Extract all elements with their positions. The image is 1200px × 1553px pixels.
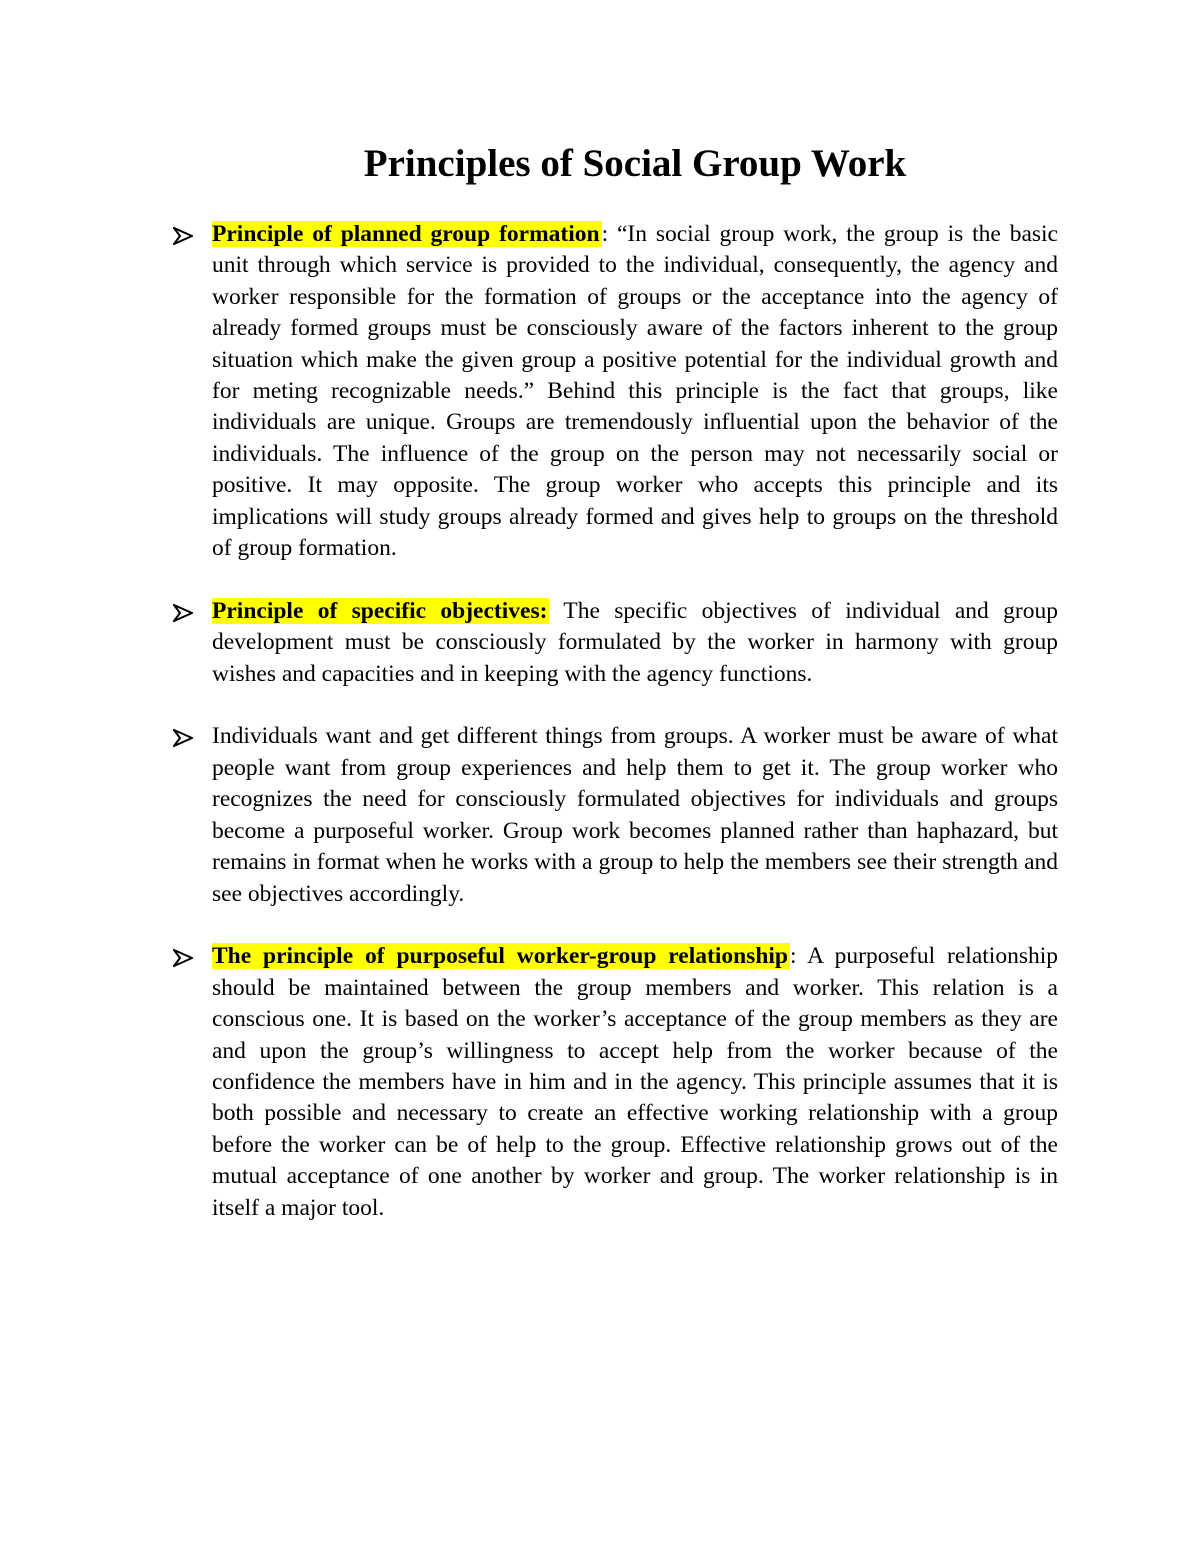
list-item-specific-objectives [212, 596, 1058, 690]
heading-colon: : [601, 221, 609, 247]
page-title: Principles of Social Group Work [363, 142, 907, 185]
heading-colon: : [790, 943, 797, 970]
list-item-worker-group-relationship [212, 941, 1058, 1224]
arrowhead-bullet-icon [173, 596, 197, 627]
item-body: Individuals want and get different things from groups. A worker must be aware of what people want from group experiences and help them to get it. The group worker who recognizes the need for consciously formulated objectives for individuals and groups become a purposeful worker. Group work becomes planned rather than haphazard, but remains in format when he works with a group to help the members see their strength and see objectives accordingly. [212, 723, 1058, 907]
principles-list [212, 219, 1058, 1224]
item-heading: Principle of planned group formation [212, 221, 600, 247]
item-body: The specific objectives of individual and group development must be consciously formulated by the worker in harmony with group wishes and capacities and in keeping with the agency functions. [212, 597, 1058, 687]
list-item-planned-group-formation [212, 219, 1058, 564]
item-heading: Principle of specific objectives: [212, 597, 548, 624]
item-heading: The principle of purposeful worker-group relationship [212, 943, 788, 970]
arrowhead-bullet-icon [173, 219, 197, 250]
arrowhead-bullet-icon [173, 941, 197, 972]
item-body: “In social group work, the group is the basic unit through which service is provided to the individual, consequently, the agency and worker responsible for the formation of groups or the acceptance into the agency of already formed groups must be consciously aware of the factors inherent to the group situation which make the given group a positive potential for the individual growth and for meting recognizable needs.” Behind this principle is the fact that groups, like individuals are unique. Groups are tremendously influential upon the behavior of the individuals. The influence of the group on the person may not necessarily social or positive. It may opposite. The group worker who accepts this principle and its implications will study groups already formed and gives help to groups on the threshold of group formation. [212, 221, 1058, 562]
list-item-individual-wants [212, 721, 1058, 909]
arrowhead-bullet-icon [173, 721, 197, 752]
item-body: A purposeful relationship should be maintained between the group members and worker. This relation is a conscious one. It is based on the worker’s acceptance of the group members as they are and upon the group’s willingness to accept help from the worker because of the confidence the members have in him and in the agency. This principle assumes that it is both possible and necessary to create an effective working relationship with a group before the worker can be of help to the group. Effective relationship grows out of the mutual acceptance of one another by worker and group. The worker relationship is in itself a major tool. [212, 943, 1058, 1221]
